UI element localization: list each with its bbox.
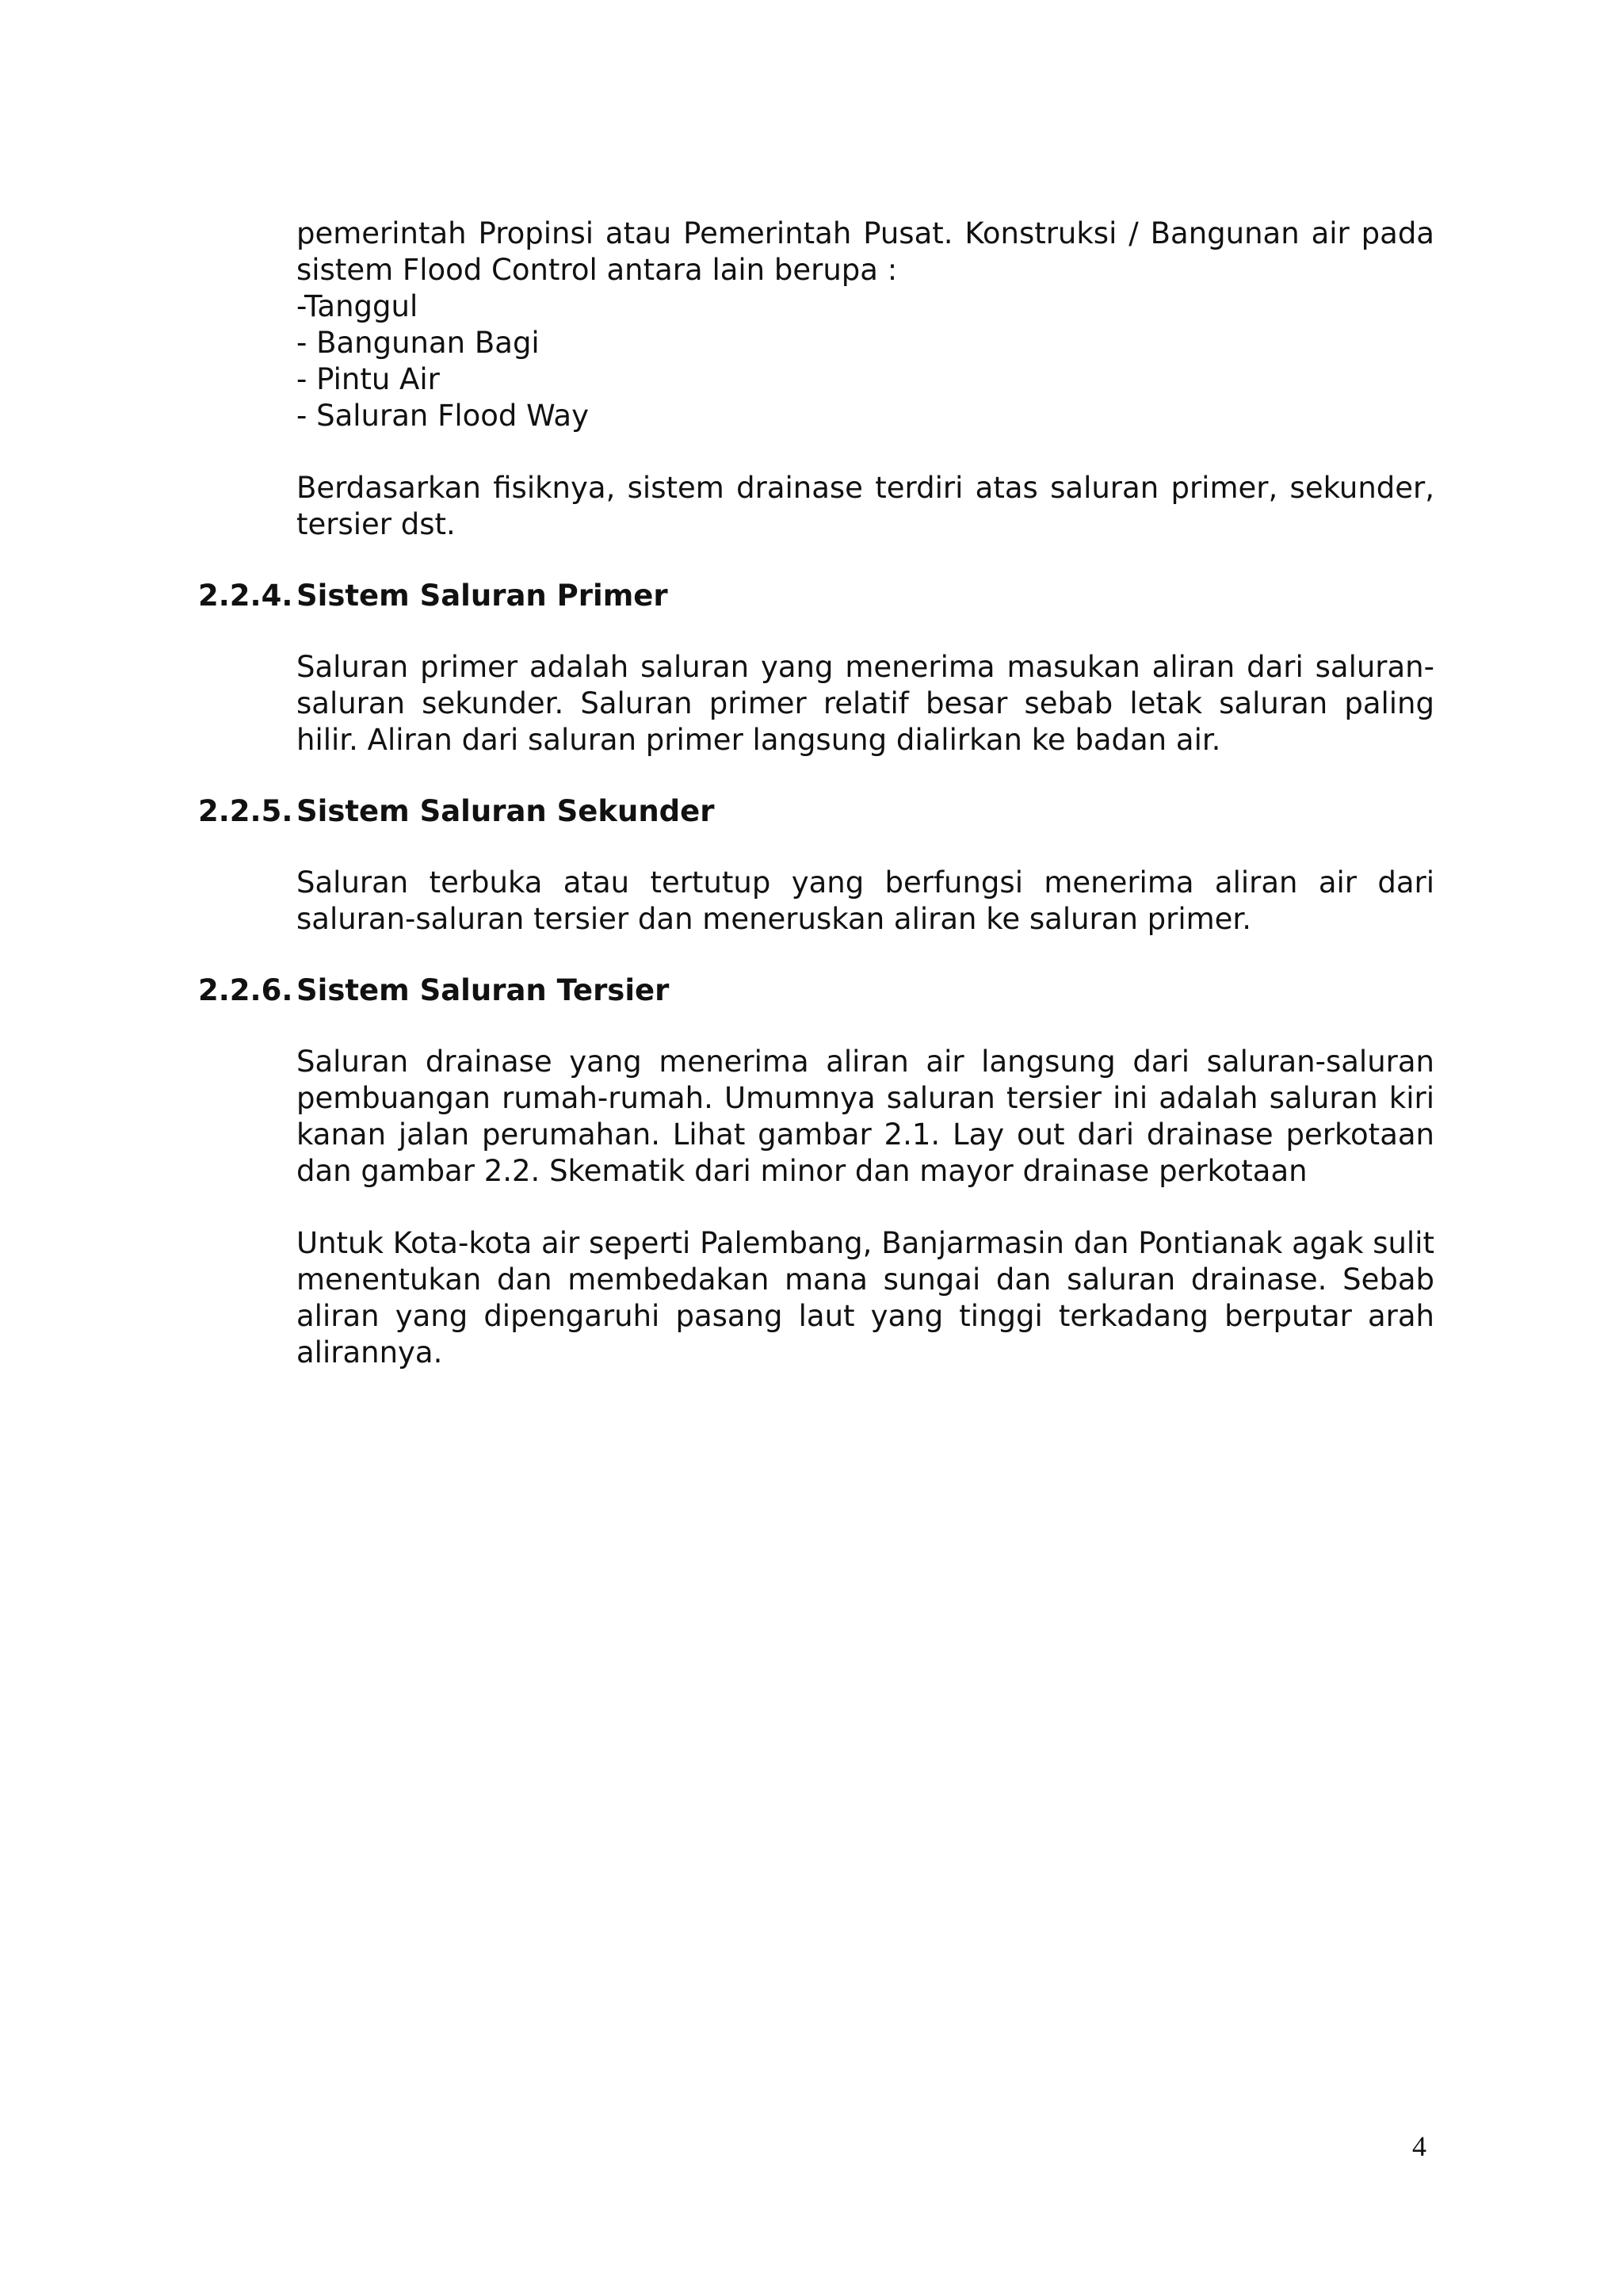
construction-list (296, 288, 1434, 434)
physical-paragraph: Berdasarkan fisiknya, sistem drainase terdiri atas saluran primer, sekunder, tersier dst. (296, 471, 1434, 541)
page-content (198, 216, 1434, 1371)
section-number: 2.2.6. (198, 973, 293, 1007)
section-title: Sistem Saluran Sekunder (296, 794, 715, 828)
section-paragraph: Saluran terbuka atau tertutup yang berfungsi menerima aliran air dari saluran-saluran tersier dan meneruskan aliran ke saluran primer. (296, 865, 1434, 936)
section-heading-primer (198, 578, 1434, 614)
section-number: 2.2.5. (198, 794, 293, 828)
section-paragraph: Untuk Kota-kota air seperti Palembang, Banjarmasin dan Pontianak agak sulit menentukan dan membedakan mana sungai dan saluran drainase. Sebab aliran yang dipengaruhi pasang laut yang tinggi terkadang berputar arah alirannya. (296, 1226, 1434, 1370)
page-number: 4 (1412, 2130, 1426, 2162)
section-title: Sistem Saluran Tersier (296, 973, 670, 1007)
section-title: Sistem Saluran Primer (296, 579, 668, 613)
section-number: 2.2.4. (198, 579, 293, 613)
list-item: -Tanggul (296, 289, 418, 323)
list-item: - Saluran Flood Way (296, 399, 589, 433)
intro-paragraph: pemerintah Propinsi atau Pemerintah Pusat. Konstruksi / Bangunan air pada sistem Flood Control antara lain berupa : (296, 216, 1434, 287)
section-paragraph: Saluran drainase yang menerima aliran air langsung dari saluran-saluran pembuangan rumah-rumah. Umumnya saluran tersier ini adalah saluran kiri kanan jalan perumahan. Lihat gambar 2.1. Lay out dari drainase perkotaan dan gambar 2.2. Skematik dari minor dan mayor drainase perkotaan (296, 1045, 1434, 1188)
list-item: - Bangunan Bagi (296, 326, 540, 360)
section-heading-tersier (198, 972, 1434, 1009)
section-paragraph: Saluran primer adalah saluran yang menerima masukan aliran dari saluran-saluran sekunder. Saluran primer relatif besar sebab letak saluran paling hilir. Aliran dari saluran primer langsung dialirkan ke badan air. (296, 650, 1434, 757)
section-heading-sekunder (198, 793, 1434, 830)
list-item: - Pintu Air (296, 362, 440, 396)
